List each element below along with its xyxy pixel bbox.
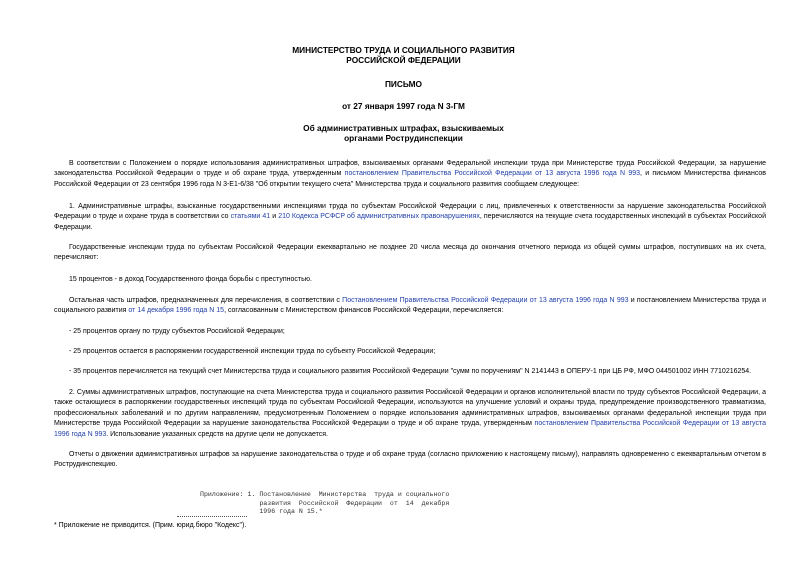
ministry-title-line1: МИНИСТЕРСТВО ТРУДА И СОЦИАЛЬНОГО РАЗВИТИЯ: [292, 45, 515, 55]
link-article-41[interactable]: статьями 41: [230, 213, 271, 221]
intro-paragraph: [54, 159, 766, 190]
bullet-25-percent-organ: - 25 процентов органу по труду субъектов Российской Федерации;: [69, 328, 285, 335]
intro-text-1: В соответствии с Положением о порядке использования административных штрафов, взыскиваемых органами Федеральной инспекции труда при Министерстве труда Российской Федерации, за нарушение законодательства Российской Федерации о труде и об охране труда, утвержденным: [54, 160, 766, 178]
bullet-25-percent-inspection: - 25 процентов остается в распоряжении государственной инспекции труда по субъекту Российской Федерации;: [69, 348, 436, 355]
item-2-paragraph: [54, 388, 766, 440]
fifteen-percent-paragraph: 15 процентов - в доход Государственного фонда борьбы с преступностью.: [69, 276, 312, 283]
subject-line1: Об административных штрафах, взыскиваемых: [303, 123, 504, 133]
remaining-text-3: , согласованным с Министерством финансов Российской Федерации, перечисляется:: [224, 307, 504, 315]
item-1-text-2: и: [270, 213, 279, 221]
link-decree-14-december-1996[interactable]: от 14 декабря 1996 года N 15: [128, 307, 225, 315]
quarterly-transfer-paragraph: Государственные инспекции труда по субъектам Российской Федерации ежеквартально не позднее 20 числа месяца до окончания отчетного периода из общей суммы штрафов, поступивших на их счета, перечисляют:: [54, 244, 766, 262]
item-1-text-1: 1. Административные штрафы, взысканные государственными инспекциями труда по субъектам Российской Федерации с лиц, привлеченных к ответственности за нарушение законодательства Российской Федерации о труде и охране труда в соответствии со: [54, 203, 766, 221]
link-government-decree-993-second[interactable]: Постановлением Правительства Российской Федерации от 13 августа 1996 года N 993: [342, 297, 629, 304]
reports-paragraph: Отчеты о движении административных штрафов за нарушение законодательства о труде и об охране труда (согласно приложению к настоящему письму), направлять одновременно с ежеквартальным отчетом в Рострудинспекцию.: [54, 451, 766, 469]
appendix-line3: 1996 года N 15.*: [200, 508, 323, 516]
link-government-decree-993-third[interactable]: постановлением Правительства Российской Федерации от 13 августа 1996 года N 993: [54, 420, 766, 438]
link-article-210-koap[interactable]: 210 Кодекса РСФСР об административных правонарушениях: [278, 213, 480, 221]
remaining-part-paragraph: [54, 296, 766, 317]
item-2-text-1: 2. Суммы административных штрафов, поступающие на счета Министерства труда и социального развития Российской Федерации и органов исполнительной власти по труду субъектов Российской Федерации, а также остающиеся в распоряжении государственных инспекций труда по субъектам Российской Федерации, используются на улучшение условий и охраны труда, предупреждение производственного травматизма, профессиональных заболеваний и по другим направлениям, предусмотренным Положением о порядке использования административных штрафов, взыскиваемых органами федеральной инспекции труда при Министерстве труда Российской Федерации за нарушение законодательства Российской Федерации о труде и об охране труда, утвержденным: [54, 389, 766, 428]
subject-line2: органами Рострудинспекции: [344, 133, 463, 143]
document-type: ПИСЬМО: [384, 79, 423, 89]
appendix-line1: Приложение: 1. Постановление Министерства труда и социального: [200, 491, 450, 498]
link-government-decree-993[interactable]: постановлением Правительства Российской Федерации от 13 августа 1996 года N 993: [344, 170, 641, 178]
document-date: от 27 января 1997 года N 3-ГМ: [342, 101, 465, 111]
item-2-text-2: . Использование указанных средств на другие цели не допускается.: [106, 430, 329, 438]
footnote: * Приложение не приводится. (Прим. юрид.бюро "Кодекс").: [54, 522, 247, 529]
item-1-paragraph: [54, 202, 766, 233]
item-1-text-3: , перечисляются на текущие счета государственных инспекций в субъектах Российской Федерации.: [54, 213, 766, 231]
appendix-line2: развития Российской Федерации от 14 декабря: [200, 499, 450, 507]
footnote-divider: [177, 516, 247, 517]
remaining-text-1: Остальная часть штрафов, предназначенных для перечисления, в соответствии с: [69, 297, 343, 304]
ministry-title-line2: РОССИЙСКОЙ ФЕДЕРАЦИИ: [346, 55, 461, 65]
intro-text-2: , и письмом Министерства финансов Российской Федерации от 23 сентября 1996 года N 3-Е1-6/38 "Об открытии текущего счета" Министерства труда и социального развития сообщаем следующее:: [54, 170, 767, 188]
bullet-35-percent-ministry: - 35 процентов перечисляется на текущий счет Министерства труда и социального развития Российской Федерации "сумм по поручениям" N 2141443 в ОПЕРУ-1 при ЦБ РФ, МФО 044501002 ИНН 7710216254.: [69, 368, 752, 375]
remaining-text-2: и постановлением Министерства труда и социального развития: [54, 297, 766, 315]
